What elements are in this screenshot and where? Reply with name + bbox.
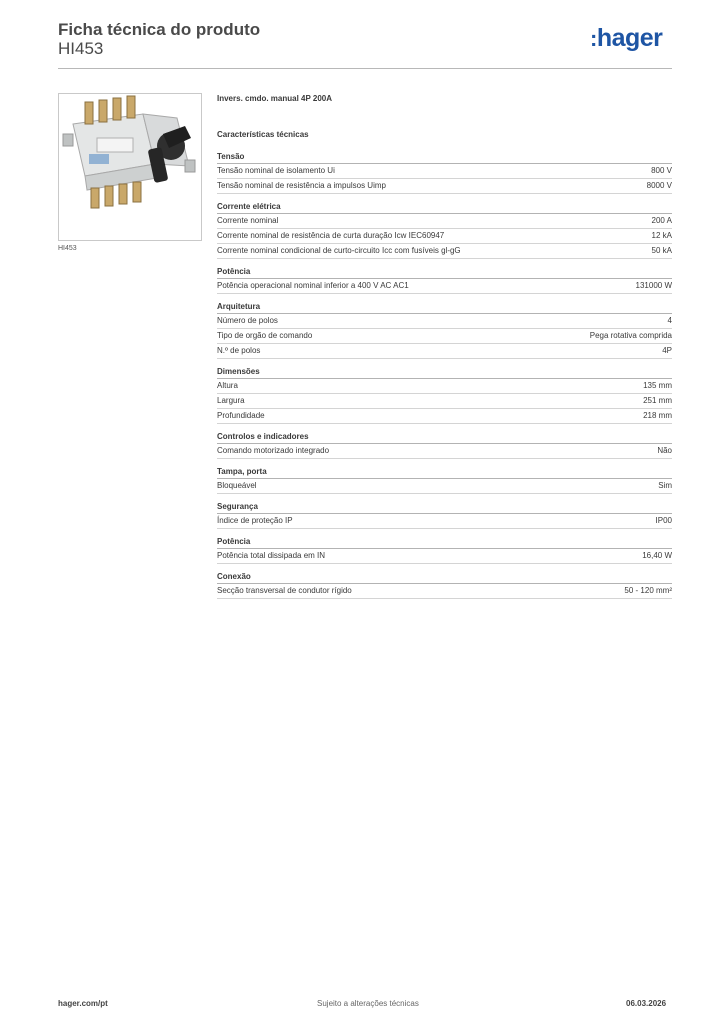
spec-value: Sim xyxy=(658,481,672,490)
spec-group xyxy=(217,266,672,294)
spec-label: Índice de proteção IP xyxy=(217,516,293,525)
spec-label: Comando motorizado integrado xyxy=(217,446,330,455)
group-title: Tampa, porta xyxy=(217,466,672,479)
spec-label: Secção transversal de condutor rígido xyxy=(217,586,352,595)
spec-row xyxy=(217,244,672,259)
spec-row xyxy=(217,329,672,344)
spec-label: Tensão nominal de isolamento Ui xyxy=(217,166,335,175)
spec-value: IP00 xyxy=(655,516,672,525)
group-title: Controlos e indicadores xyxy=(217,431,672,444)
spec-label: Tensão nominal de resistência a impulsos Uimp xyxy=(217,181,386,190)
group-title: Tensão xyxy=(217,151,672,164)
spec-label: Potência operacional nominal inferior a 400 V AC AC1 xyxy=(217,281,409,290)
group-title: Conexão xyxy=(217,571,672,584)
spec-value: 800 V xyxy=(651,166,672,175)
spec-value: 131000 W xyxy=(635,281,672,290)
spec-group xyxy=(217,201,672,259)
hager-logo: :hager xyxy=(590,24,663,52)
spec-row xyxy=(217,214,672,229)
spec-value: Não xyxy=(657,446,672,455)
spec-group xyxy=(217,571,672,599)
spec-label: Largura xyxy=(217,396,245,405)
spec-value: 200 A xyxy=(651,216,672,225)
spec-row xyxy=(217,344,672,359)
spec-value: 50 kA xyxy=(651,246,672,255)
group-title: Arquitetura xyxy=(217,301,672,314)
footer-date: 06.03.2026 xyxy=(626,999,667,1008)
group-title: Potência xyxy=(217,266,672,279)
spec-label: Corrente nominal de resistência de curta duração Icw IEC60947 xyxy=(217,231,445,240)
spec-row xyxy=(217,444,672,459)
spec-group xyxy=(217,431,672,459)
spec-row xyxy=(217,584,672,599)
spec-label: Potência total dissipada em IN xyxy=(217,551,326,560)
header-divider xyxy=(58,68,672,69)
spec-row xyxy=(217,314,672,329)
group-title: Segurança xyxy=(217,501,672,514)
spec-value: 135 mm xyxy=(643,381,672,390)
spec-value: 8000 V xyxy=(646,181,672,190)
spec-value: 4P xyxy=(662,346,672,355)
section-label: Características técnicas xyxy=(217,130,309,139)
image-caption: HI453 xyxy=(58,245,77,252)
spec-value: Pega rotativa comprida xyxy=(589,331,672,340)
spec-label: Número de polos xyxy=(217,316,278,325)
spec-groups xyxy=(217,151,672,599)
spec-value: 16,40 W xyxy=(642,551,672,560)
spec-label: Bloqueável xyxy=(217,481,257,490)
spec-row xyxy=(217,549,672,564)
page-title: Ficha técnica do produto xyxy=(58,20,261,39)
spec-value: 251 mm xyxy=(643,396,672,405)
spec-group xyxy=(217,466,672,494)
footer-website[interactable]: hager.com/pt xyxy=(58,999,108,1008)
spec-value: 4 xyxy=(667,316,672,325)
spec-group xyxy=(217,501,672,529)
spec-row xyxy=(217,164,672,179)
spec-row xyxy=(217,514,672,529)
group-title: Corrente elétrica xyxy=(217,201,672,214)
spec-content xyxy=(217,93,672,606)
spec-group xyxy=(217,151,672,194)
logo-text: hager xyxy=(596,24,663,52)
spec-row xyxy=(217,229,672,244)
spec-row xyxy=(217,409,672,424)
spec-row xyxy=(217,479,672,494)
spec-value: 12 kA xyxy=(651,231,672,240)
spec-value: 218 mm xyxy=(643,411,672,420)
product-image xyxy=(58,93,202,241)
spec-row xyxy=(217,394,672,409)
spec-label: Altura xyxy=(217,381,238,390)
product-code: HI453 xyxy=(58,39,104,58)
group-title: Potência xyxy=(217,536,672,549)
spec-label: N.º de polos xyxy=(217,346,261,355)
spec-label: Corrente nominal condicional de curto-circuito Icc com fusíveis gl-gG xyxy=(217,246,461,255)
spec-value: 50 - 120 mm² xyxy=(624,586,672,595)
group-title: Dimensões xyxy=(217,366,672,379)
spec-label: Corrente nominal xyxy=(217,216,279,225)
spec-row xyxy=(217,379,672,394)
spec-group xyxy=(217,536,672,564)
spec-row xyxy=(217,279,672,294)
footer-notice: Sujeito a alterações técnicas xyxy=(317,999,419,1008)
changeover-switch-illustration xyxy=(59,94,201,240)
spec-row xyxy=(217,179,672,194)
spec-label: Profundidade xyxy=(217,411,265,420)
spec-group xyxy=(217,301,672,359)
spec-label: Tipo de orgão de comando xyxy=(217,331,313,340)
product-name: Invers. cmdo. manual 4P 200A xyxy=(217,94,333,103)
spec-group xyxy=(217,366,672,424)
